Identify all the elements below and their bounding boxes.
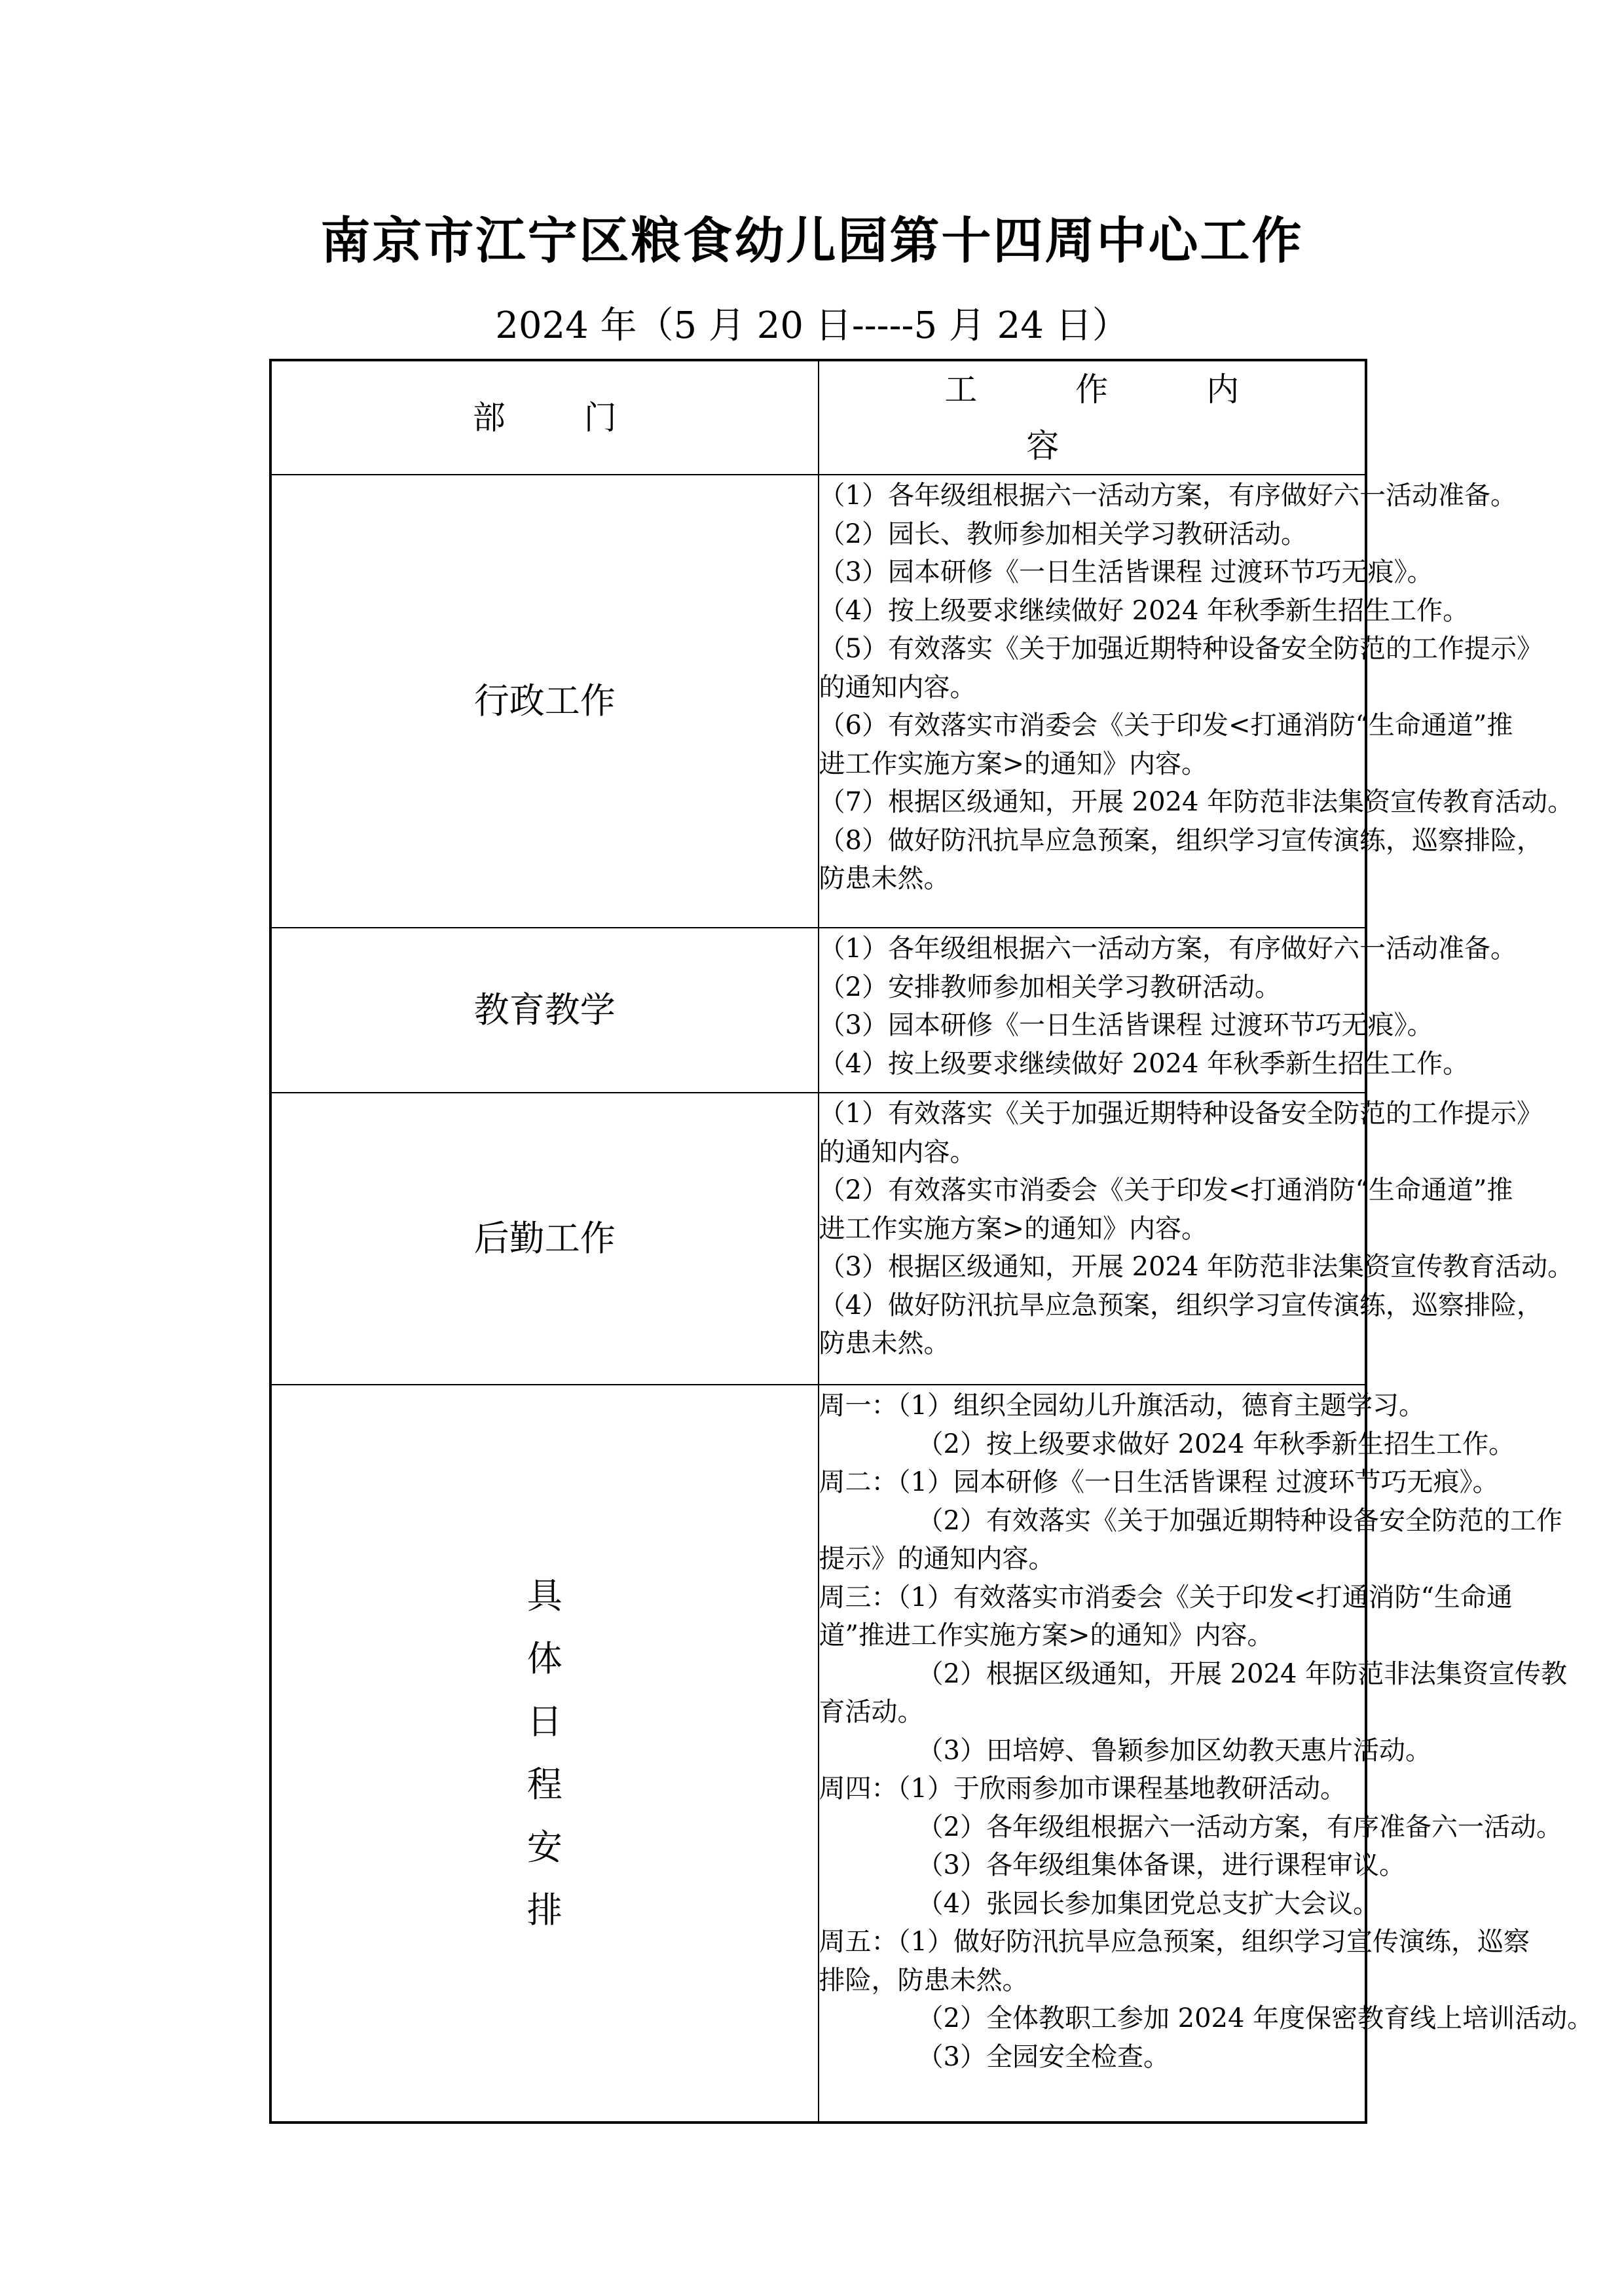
table-row-schedule (270, 1385, 1366, 2123)
list-item: （7）根据区级通知，开展 2024 年防范非法集资宣传教育活动。 (819, 787, 1574, 817)
list-item: （4）做好防汛抗旱应急预案，组织学习宣传演练，巡察排险， (819, 1290, 1543, 1321)
list-item: 周一：（1）组织全园幼儿升旗活动，德育主题学习。 (819, 1391, 1425, 1421)
dept-logistics: 后勤工作 (270, 1093, 819, 1385)
list-item: 道”推进工作实施方案>的通知》内容。 (819, 1620, 1274, 1650)
list-item: （3）各年级组集体备课，进行课程审议。 (917, 1850, 1405, 1880)
content-teaching (819, 928, 1517, 1093)
table-header-row (270, 360, 1366, 475)
date-range: 2024 年（5 月 20 日-----5 月 24 日） (495, 304, 1129, 347)
list-item: （2）有效落实《关于加强近期特种设备安全防范的工作 (917, 1505, 1562, 1536)
content-admin (819, 475, 1574, 928)
list-item: 周二：（1）园本研修《一日生活皆课程 过渡环节巧无痕》。 (819, 1467, 1499, 1497)
list-item: 育活动。 (819, 1697, 924, 1727)
list-item: （1）有效落实《关于加强近期特种设备安全防范的工作提示》 (819, 1099, 1543, 1129)
list-item: （3）园本研修《一日生活皆课程 过渡环节巧无痕》。 (819, 557, 1433, 587)
dept-schedule-vertical: 具 体 日 程 安 排 (526, 1575, 563, 1931)
list-item: （4）按上级要求继续做好 2024 年秋季新生招生工作。 (819, 1048, 1469, 1079)
list-item: 进工作实施方案>的通知》内容。 (819, 748, 1208, 779)
list-item: （2）有效落实市消委会《关于印发<打通消防“生命通道”推 (819, 1175, 1513, 1205)
list-item: （1）各年级组根据六一活动方案，有序做好六一活动准备。 (819, 481, 1517, 511)
list-item: （3）园本研修《一日生活皆课程 过渡环节巧无痕》。 (819, 1010, 1433, 1040)
page-title: 南京市江宁区粮食幼儿园第十四周中心工作 (320, 211, 1304, 270)
schedule-table (269, 359, 1594, 2124)
dept-admin: 行政工作 (270, 475, 819, 928)
list-item: （4）张园长参加集团党总支扩大会议。 (917, 1888, 1379, 1919)
list-item: （2）全体教职工参加 2024 年度保密教育线上培训活动。 (917, 2003, 1594, 2033)
list-item: （3）全园安全检查。 (917, 2041, 1170, 2072)
list-item: 防患未然。 (819, 1328, 950, 1358)
list-item: 的通知内容。 (819, 672, 976, 702)
table-row-logistics (270, 1093, 1366, 1385)
list-item: （2）各年级组根据六一活动方案，有序准备六一活动。 (917, 1812, 1562, 1842)
list-item: 的通知内容。 (819, 1137, 976, 1167)
list-item: （1）各年级组根据六一活动方案，有序做好六一活动准备。 (819, 934, 1517, 964)
list-item: （4）按上级要求继续做好 2024 年秋季新生招生工作。 (819, 595, 1469, 626)
list-item: （2）按上级要求做好 2024 年秋季新生招生工作。 (917, 1429, 1515, 1459)
list-item: 周四：（1）于欣雨参加市课程基地教研活动。 (819, 1774, 1346, 1804)
list-item: （8）做好防汛抗旱应急预案，组织学习宣传演练，巡察排险， (819, 825, 1543, 856)
list-item: （2）园长、教师参加相关学习教研活动。 (819, 519, 1307, 549)
list-item: （3）田培婷、鲁颖参加区幼教天惠片活动。 (917, 1735, 1431, 1766)
dept-teaching: 教育教学 (270, 928, 819, 1093)
content-schedule (819, 1385, 1594, 2123)
list-item: 进工作实施方案>的通知》内容。 (819, 1213, 1208, 1244)
list-item: （2）根据区级通知，开展 2024 年防范非法集资宣传教 (917, 1658, 1568, 1689)
header-content: 工作内容 (819, 360, 1367, 475)
list-item: 提示》的通知内容。 (819, 1544, 1055, 1574)
header-dept: 部门 (270, 360, 819, 475)
table-row-admin (270, 475, 1366, 928)
list-item: 周五：（1）做好防汛抗旱应急预案，组织学习宣传演练，巡察 (819, 1927, 1530, 1957)
content-logistics (819, 1093, 1574, 1385)
list-item: 防患未然。 (819, 864, 950, 894)
list-item: （5）有效落实《关于加强近期特种设备安全防范的工作提示》 (819, 634, 1543, 664)
list-item: （3）根据区级通知，开展 2024 年防范非法集资宣传教育活动。 (819, 1252, 1574, 1282)
list-item: 排险，防患未然。 (819, 1965, 1029, 1995)
list-item: 周三：（1）有效落实市消委会《关于印发<打通消防“生命通 (819, 1582, 1513, 1613)
table-row-teaching (270, 928, 1366, 1093)
list-item: （6）有效落实市消委会《关于印发<打通消防“生命通道”推 (819, 710, 1513, 740)
list-item: （2）安排教师参加相关学习教研活动。 (819, 972, 1281, 1002)
dept-schedule (270, 1385, 819, 2123)
